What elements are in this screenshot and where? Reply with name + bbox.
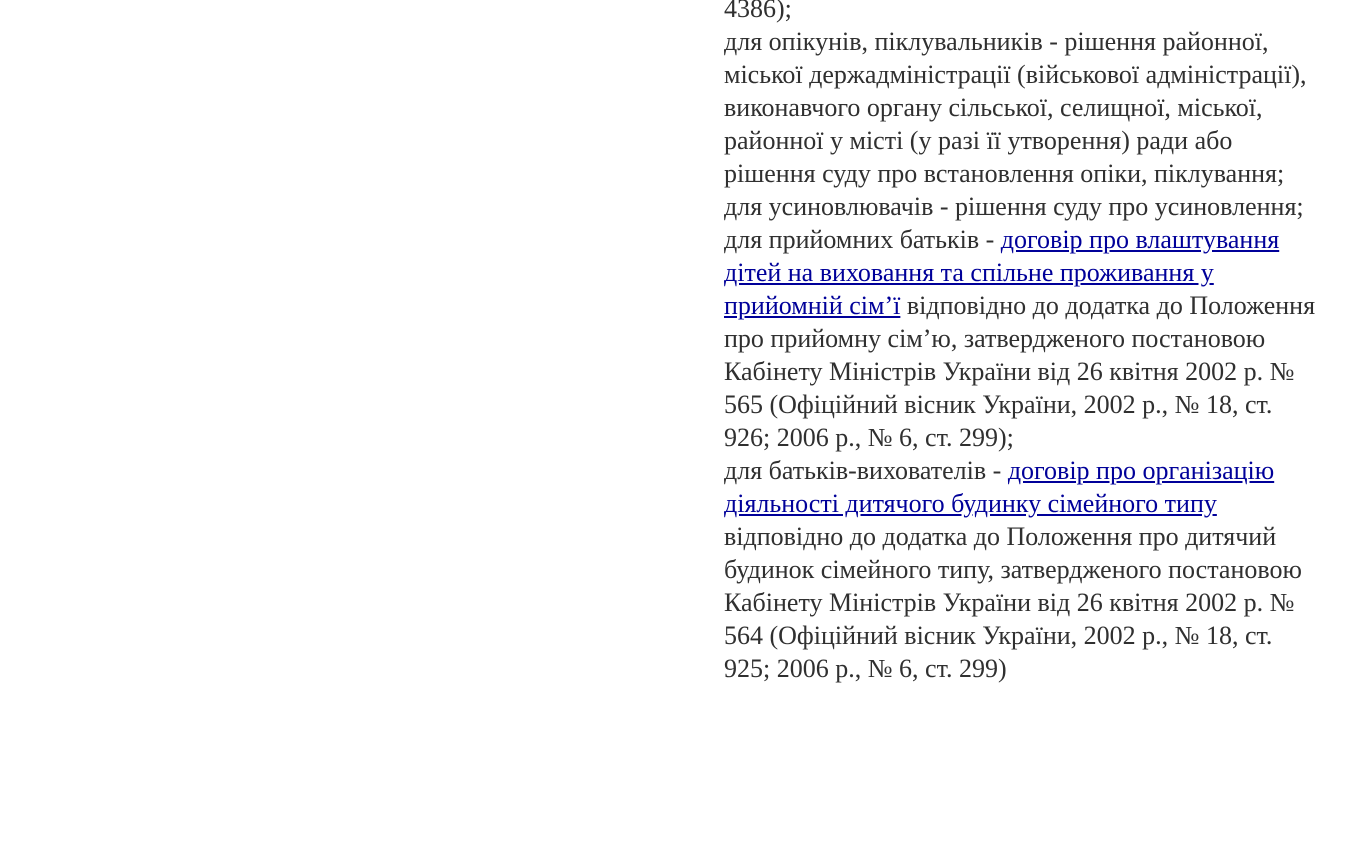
- paragraph-text: 4386);: [724, 0, 792, 23]
- paragraph-text: для опікунів, піклувальників - рішення районної, міської держадміністрації (військової адміністрації), виконавчого органу сільської, селищної, міської, районної у місті (у разі її утворення) ради або рішення суду про встановлення опіки, піклування; для усиновлювачів - рішення суду про усиновлення;: [724, 27, 1307, 221]
- paragraph-text: для батьків-вихователів -: [724, 456, 1008, 485]
- paragraph-guardians: [724, 25, 1324, 223]
- paragraph-text: для прийомних батьків -: [724, 225, 1001, 254]
- paragraph-foster-parents: [724, 223, 1324, 454]
- foster-family-agreement-link[interactable]: договір про влаштування дітей на виховання та спільне проживання у прийомній сім’ї: [724, 225, 1280, 320]
- family-orphanage-agreement-link[interactable]: договір про організацію діяльності дитячого будинку сімейного типу: [724, 456, 1275, 518]
- paragraph-parent-educators: [724, 454, 1324, 685]
- paragraph-text: відповідно до додатка до Положення про прийомну сім’ю, затвердженого постановою Кабінету Міністрів України від 26 квітня 2002 р. № 565 (Офіційний вісник України, 2002 р., № 18, ст. 926; 2006 р., № 6, ст. 299);: [724, 291, 1316, 452]
- document-body: [724, 0, 1324, 685]
- paragraph-text: відповідно до додатка до Положення про дитячий будинок сімейного типу, затвердженого постановою Кабінету Міністрів України від 26 квітня 2002 р. № 564 (Офіційний вісник України, 2002 р., № 18, ст. 925; 2006 р., № 6, ст. 299): [724, 522, 1302, 683]
- paragraph-citation-tail: [724, 0, 1324, 25]
